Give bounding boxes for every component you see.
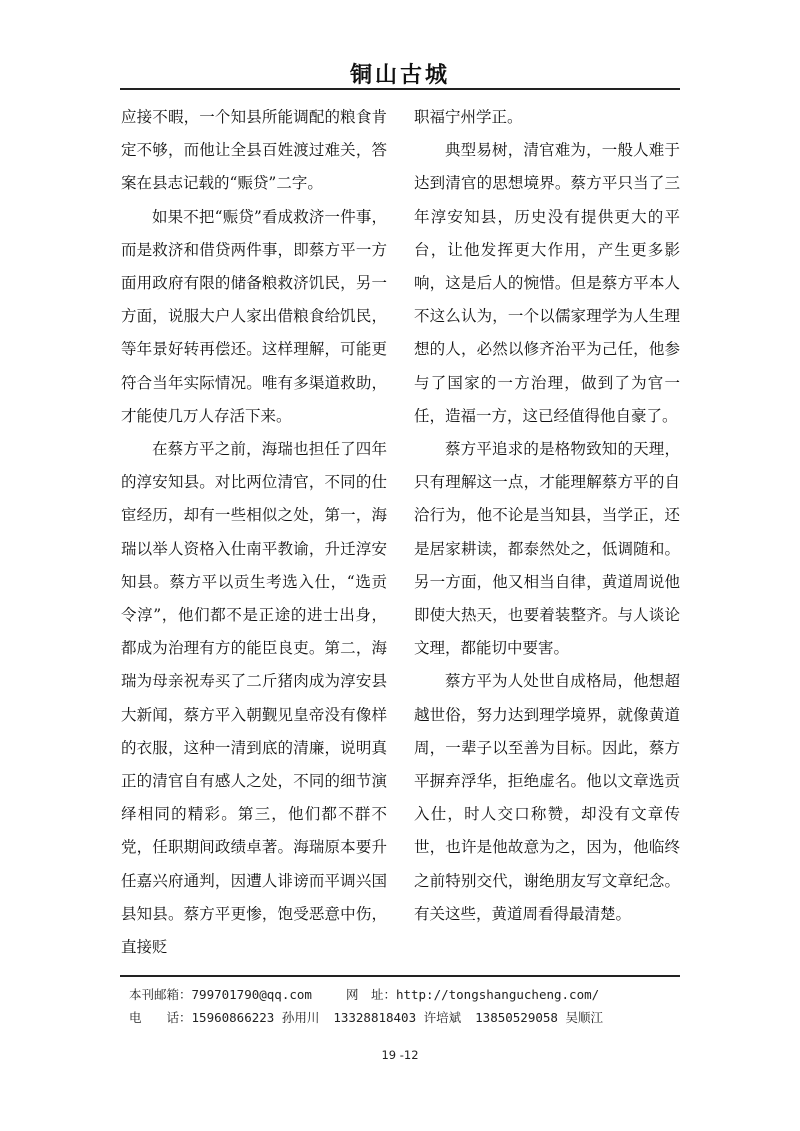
paragraph: 蔡方平追求的是格物致知的天理，只有理解这一点，才能理解蔡方平的自洽行为，他不论是当知县，当学正，还是居家耕读，都泰然处之，低调随和。另一方面，他又相当自律，黄道周说他即使大热天，也要着装整齐。与人谈论文理，都能切中要害。 [414,440,680,658]
paragraph: 应接不暇，一个知县所能调配的粮食肯定不够，而他让全县百姓渡过难关，答案在县志记载的“赈贷”二字。 [121,108,387,193]
footer-phone-line [129,1008,603,1026]
email-link[interactable]: 799701790@qq.com [191,987,312,1002]
header-rule [120,88,680,90]
masthead-title: 铜山古城 [349,63,450,88]
paragraph: 职福宁州学正。 [414,108,523,126]
phone-number: 13328818403 许培斌 [333,1010,462,1025]
website-link[interactable]: http://tongshangucheng.com/ [395,987,600,1002]
paragraph: 蔡方平为人处世自成格局，他想超越世俗，努力达到理学境界，就像黄道周，一辈子以至善为目标。因此，蔡方平摒弃浮华，拒绝虚名。他以文章选贡入仕，时人交口称赞，却没有文章传世，也许是他故意为之，因为，他临终之前特别交代，谢绝朋友写文章纪念。有关这些，黄道周看得最清楚。 [414,672,680,923]
paragraph: 如果不把“赈贷”看成救济一件事，而是救济和借贷两件事，即蔡方平一方面用政府有限的储备粮救济饥民，另一方面，说服大户人家出借粮食给饥民，等年景好转再偿还。这样理解，可能更符合当年实际情况。唯有多渠道救助，才能使几万人存活下来。 [121,207,387,425]
phone-label: 电 话： [129,1010,192,1025]
article-left-column [121,101,387,964]
page-number: 19 -12 [381,1048,419,1062]
paragraph: 典型易树，清官难为，一般人难于达到清官的思想境界。蔡方平只当了三年淳安知县，历史没有提供更大的平台，让他发挥更大作用，产生更多影响，这是后人的惋惜。但是蔡方平本人不这么认为，一个以儒家理学为人生理想的人，必然以修齐治平为己任，他参与了国家的一方治理，做到了为官一任，造福一方，这已经值得他自豪了。 [414,141,680,425]
article-right-column [414,101,680,931]
phone-number: 15960866223 孙用川 [191,1010,320,1025]
footer-rule [120,975,680,977]
paragraph: 在蔡方平之前，海瑞也担任了四年的淳安知县。对比两位清官，不同的仕宦经历，却有一些相似之处，第一，海瑞以举人资格入仕南平教谕，升迁淳安知县。蔡方平以贡生考选入仕，“选贡令淳”，他们都不是正途的进士出身，都成为治理有方的能臣良吏。第二，海瑞为母亲祝寿买了二斤猪肉成为淳安县大新闻，蔡方平入朝觐见皇帝没有像样的衣服，这种一清到底的清廉，说明真正的清官自有感人之处，不同的细节演绎相同的精彩。第三，他们都不群不党，任职期间政绩卓著。海瑞原本要升任嘉兴府通判，因遭人诽谤而平调兴国县知县。蔡方平更惨，饱受恶意中伤，直接贬 [121,440,387,957]
phone-number: 13850529058 吴顺江 [475,1010,603,1025]
email-label: 本刊邮箱： [129,987,192,1002]
footer-contact-line [129,985,599,1003]
website-label: 网 址： [345,987,396,1002]
